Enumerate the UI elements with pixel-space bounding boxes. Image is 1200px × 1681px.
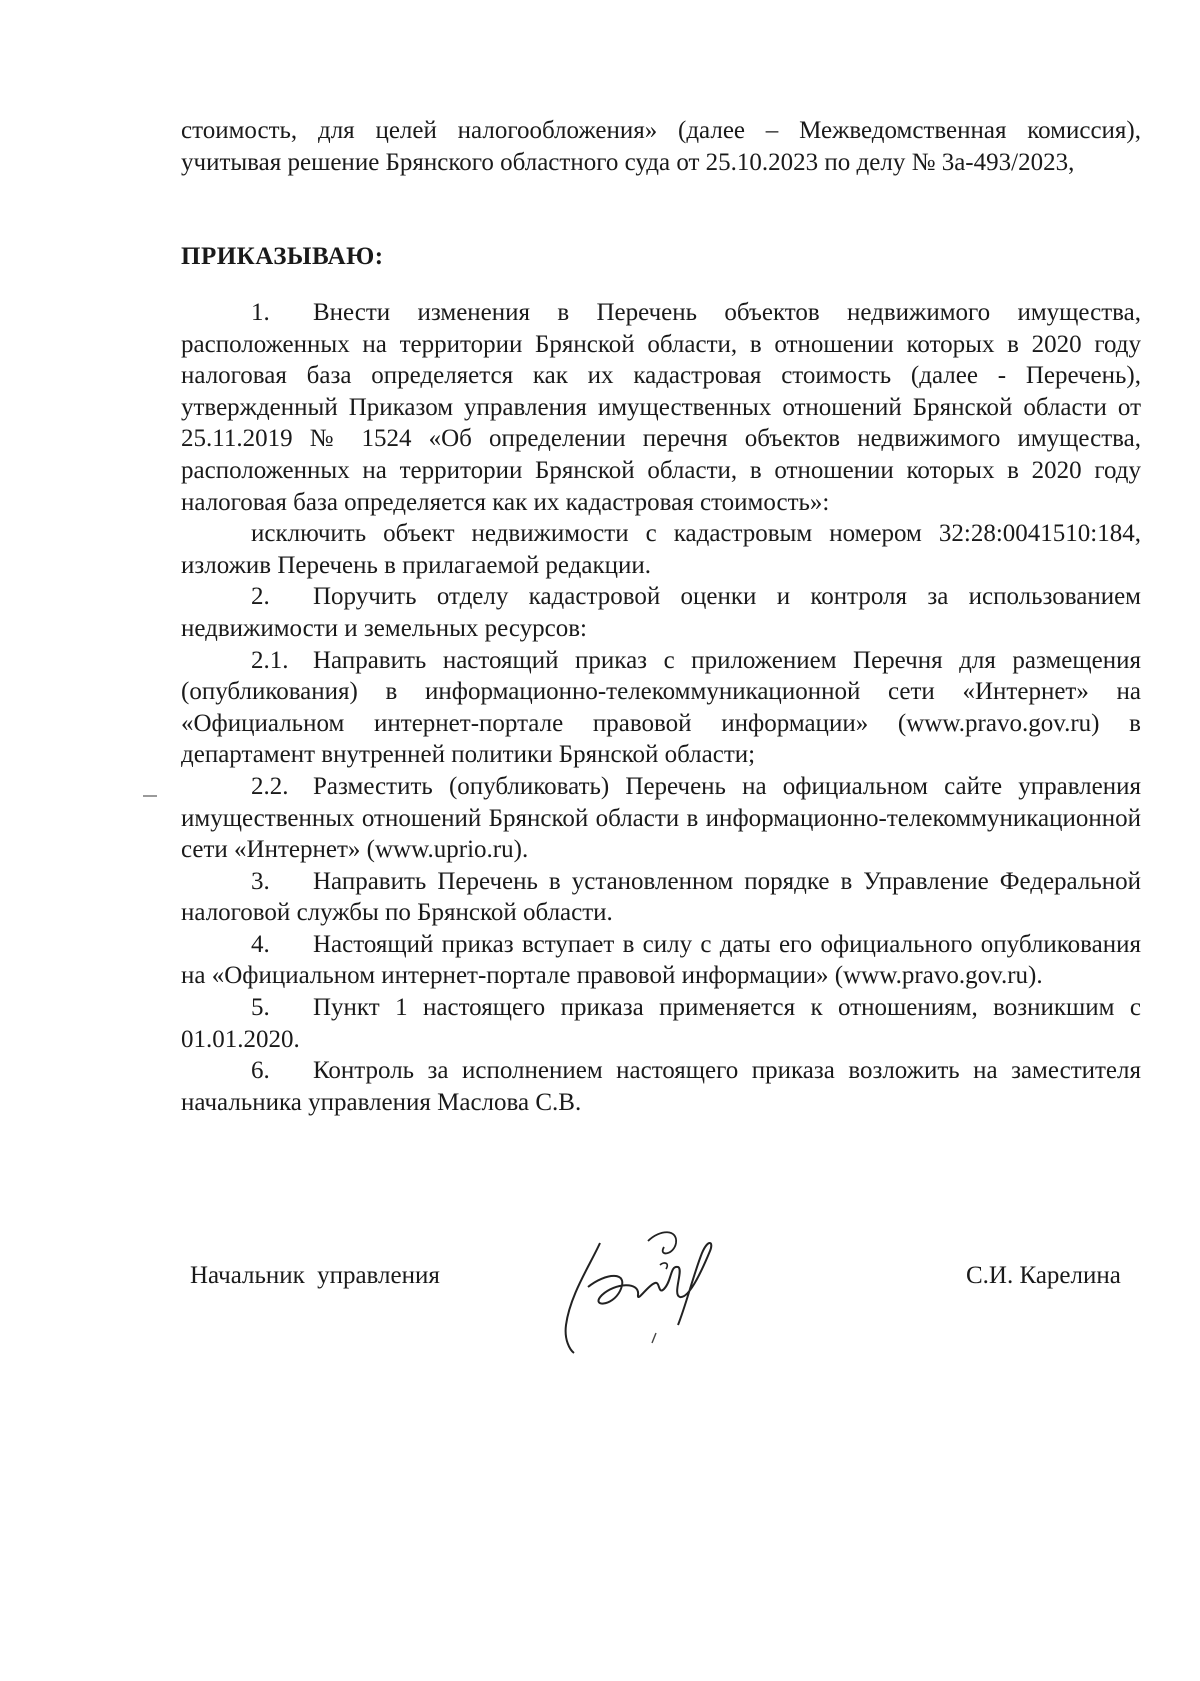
item-3-number: 3. <box>251 867 270 895</box>
handwritten-signature-icon <box>560 1225 750 1355</box>
item-2-1 <box>181 645 1141 771</box>
item-2-number: 2. <box>251 583 270 611</box>
item-4-number: 4. <box>251 930 270 958</box>
item-2 <box>181 581 1141 644</box>
item-5-text: Пункт 1 настоящего приказа применяется к отношениям, возникшим с 01.01.2020. <box>181 994 1141 1053</box>
item-2-2 <box>181 771 1141 866</box>
item-6-text: Контроль за исполнением настоящего приказа возложить на заместителя начальника управления Маслова С.В. <box>181 1057 1141 1116</box>
item-2-text: Поручить отделу кадастровой оценки и контроля за использованием недвижимости и земельных ресурсов: <box>181 583 1141 642</box>
item-1 <box>181 297 1141 518</box>
item-4-text: Настоящий приказ вступает в силу с даты его официального опубликования на «Официальном интернет-портале правовой информации» (www.pravo.gov.ru). <box>181 930 1141 990</box>
item-2-1-text: Направить настоящий приказ с приложением Перечня для размещения (опубликования) в информационно-телекоммуникационной сети «Интернет» на «Официальном интернет-портале правовой информации» (www.pravo.gov.ru) в департамент внутренней политики Брянской области; <box>181 646 1141 769</box>
intro-paragraph: стоимость, для целей налогообложения» (далее – Межведомственная комиссия), учитывая решение Брянского областного суда от 25.10.2023 по делу № 3а-493/2023, <box>181 117 1141 176</box>
scan-artifact <box>143 795 157 797</box>
order-heading: ПРИКАЗЫВАЮ: <box>181 243 384 270</box>
item-4 <box>181 929 1141 992</box>
item-2-2-number: 2.2. <box>251 772 289 800</box>
item-1-text: Внести изменения в Перечень объектов недвижимого имущества, расположенных на территории Брянской области, в отношении которых в 2020 году налоговая база определяется как их кадастровая стоимость (далее - Перечень), утвержденный Приказом управления имущественных отношений Брянской области от 25.11.2019 № 1524 «Об определении перечня объектов недвижимого имущества, расположенных на территории Брянской области, в отношении которых в 2020 году налоговая база определяется как их кадастровая стоимость»: <box>181 299 1141 516</box>
item-3-text: Направить Перечень в установленном порядке в Управление Федеральной налоговой службы по Брянской области. <box>181 867 1141 927</box>
signatory-name: С.И. Карелина <box>966 1262 1121 1289</box>
item-1-sub: исключить объект недвижимости с кадастровым номером 32:28:0041510:184, изложив Перечень в прилагаемой редакции. <box>181 520 1141 579</box>
item-2-1-number: 2.1. <box>251 646 289 674</box>
item-5 <box>181 992 1141 1055</box>
item-5-number: 5. <box>251 994 270 1022</box>
item-6-number: 6. <box>251 1057 270 1085</box>
intro-block <box>181 115 1141 178</box>
order-items <box>181 297 1141 1118</box>
signatory-position: Начальник управления <box>190 1262 440 1289</box>
item-2-2-text: Разместить (опубликовать) Перечень на официальном сайте управления имущественных отношений Брянской области в информационно-телекоммуникационной сети «Интернет» (www.uprio.ru). <box>181 772 1141 864</box>
item-6 <box>181 1055 1141 1118</box>
item-1-number: 1. <box>251 299 270 326</box>
item-3 <box>181 866 1141 929</box>
